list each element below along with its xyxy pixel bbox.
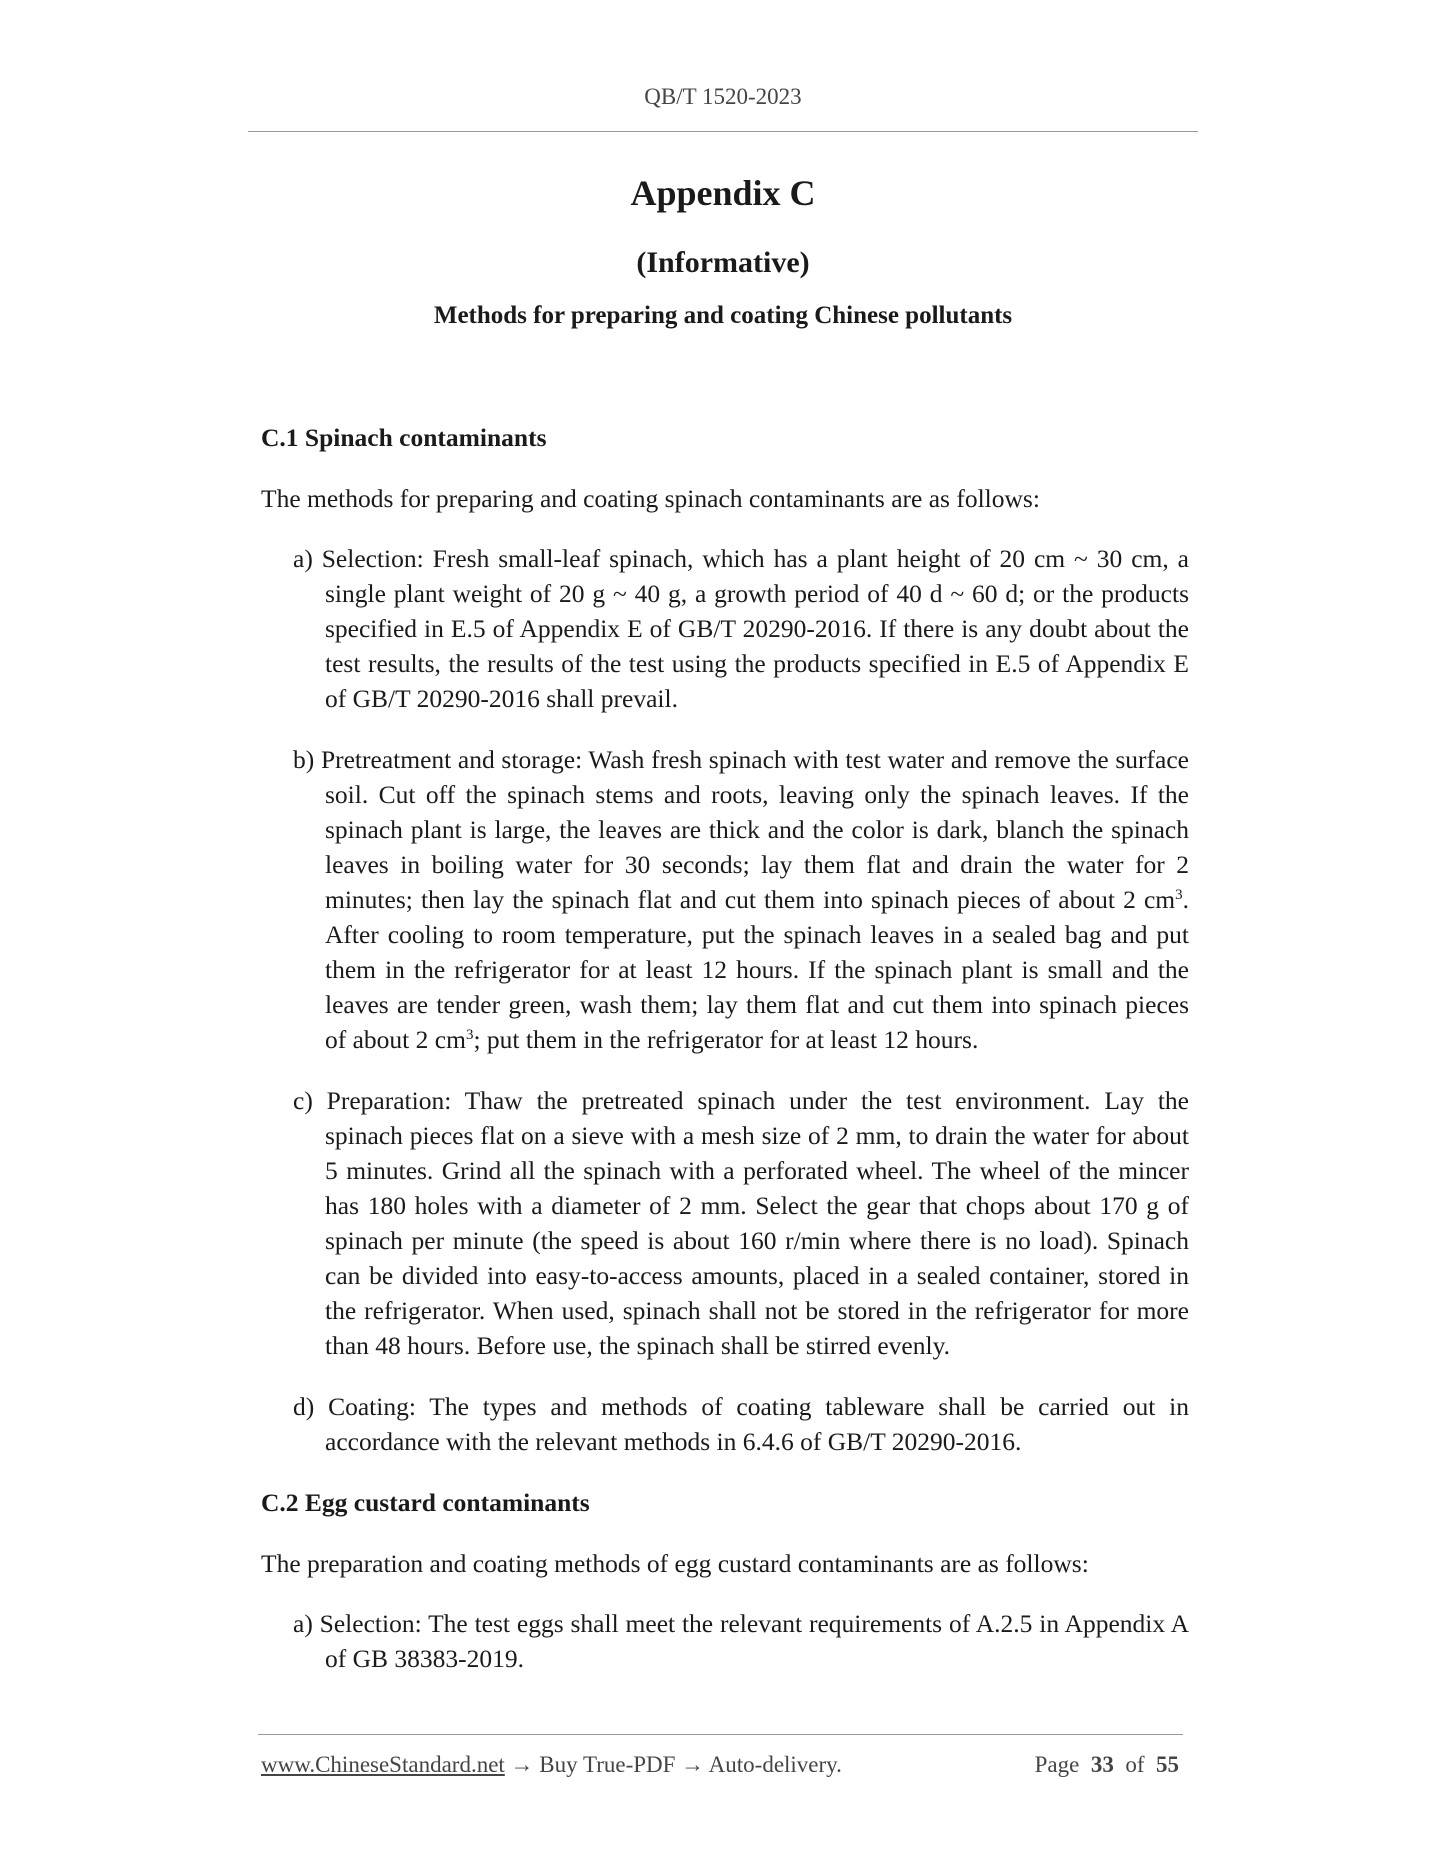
document-code-header: QB/T 1520-2023 — [644, 84, 802, 109]
c1-item-b-text-2: . After cooling to room temperature, put the spinach leaves in a sealed bag and put them in the refrigerator for at least 12 hours. If the spinach plant is small and the leaves are tender green, wash them; lay them flat and cut them into spinach pieces of about 2 cm — [325, 885, 1189, 1054]
c1-item-b-pretreatment — [293, 742, 1189, 1057]
page-label: Page — [1034, 1752, 1080, 1777]
footer-promo-text: → Buy True-PDF → Auto-delivery. — [504, 1752, 842, 1777]
c1-item-a-selection: a) Selection: Fresh small-leaf spinach, which has a plant height of 20 cm ~ 30 cm, a single plant weight of 20 g ~ 40 g, a growth period of 40 d ~ 60 d; or the products specified in E.5 of Appendix E of GB/T 20290-2016. If there is any doubt about the test results, the results of the test using the products specified in E.5 of Appendix E of GB/T 20290-2016 shall prevail. — [293, 544, 1189, 713]
c1-item-b-text-1: b) Pretreatment and storage: Wash fresh spinach with test water and remove the surface soil. Cut off the spinach stems and roots, leaving only the spinach leaves. If the spinach plant is large, the leaves are thick and the color is dark, blanch the spinach leaves in boiling water for 30 seconds; lay them flat and drain the water for 2 minutes; then lay the spinach flat and cut them into spinach pieces of about 2 cm — [293, 745, 1189, 914]
section-c2-intro: The preparation and coating methods of egg custard contaminants are as follows: — [261, 1549, 1089, 1578]
c2-item-a-selection: a) Selection: The test eggs shall meet the relevant requirements of A.2.5 in Appendix A of GB 38383-2019. — [293, 1609, 1189, 1673]
c1-item-d-coating: d) Coating: The types and methods of coating tableware shall be carried out in accordance with the relevant methods in 6.4.6 of GB/T 20290-2016. — [293, 1392, 1189, 1456]
c1-item-c-preparation: c) Preparation: Thaw the pretreated spinach under the test environment. Lay the spinach pieces flat on a sieve with a mesh size of 2 mm, to drain the water for about 5 minutes. Grind all the spinach with a perforated wheel. The wheel of the mincer has 180 holes with a diameter of 2 mm. Select the gear that chops about 170 g of spinach per minute (the speed is about 160 r/min where there is no load). Spinach can be divided into easy-to-access amounts, placed in a sealed container, stored in the refrigerator. When used, spinach shall not be stored in the refrigerator for more than 48 hours. Before use, the spinach shall be stirred evenly. — [293, 1086, 1189, 1360]
header-divider — [248, 131, 1198, 132]
footer-promo — [261, 1752, 842, 1778]
footer-divider — [258, 1734, 1183, 1735]
superscript-cubed: 3 — [465, 1027, 474, 1043]
section-c1-title: C.1 Spinach contaminants — [261, 423, 547, 452]
appendix-title: Appendix C — [630, 173, 816, 213]
current-page-number: 33 — [1090, 1752, 1114, 1777]
c1-item-b-text-3: ; put them in the refrigerator for at least 12 hours. — [473, 1025, 979, 1054]
section-c2-title: C.2 Egg custard contaminants — [261, 1488, 590, 1517]
page-indicator — [1035, 1752, 1179, 1778]
total-pages-number: 55 — [1156, 1752, 1179, 1777]
section-c1-intro: The methods for preparing and coating spinach contaminants are as follows: — [261, 484, 1040, 513]
document-body — [261, 420, 1189, 1702]
page-of-label: of — [1125, 1752, 1145, 1777]
website-link[interactable]: www.ChineseStandard.net — [261, 1752, 505, 1777]
appendix-heading: Methods for preparing and coating Chinese pollutants — [433, 302, 1013, 329]
appendix-subtitle: (Informative) — [636, 246, 810, 279]
superscript-cubed: 3 — [1175, 887, 1183, 903]
